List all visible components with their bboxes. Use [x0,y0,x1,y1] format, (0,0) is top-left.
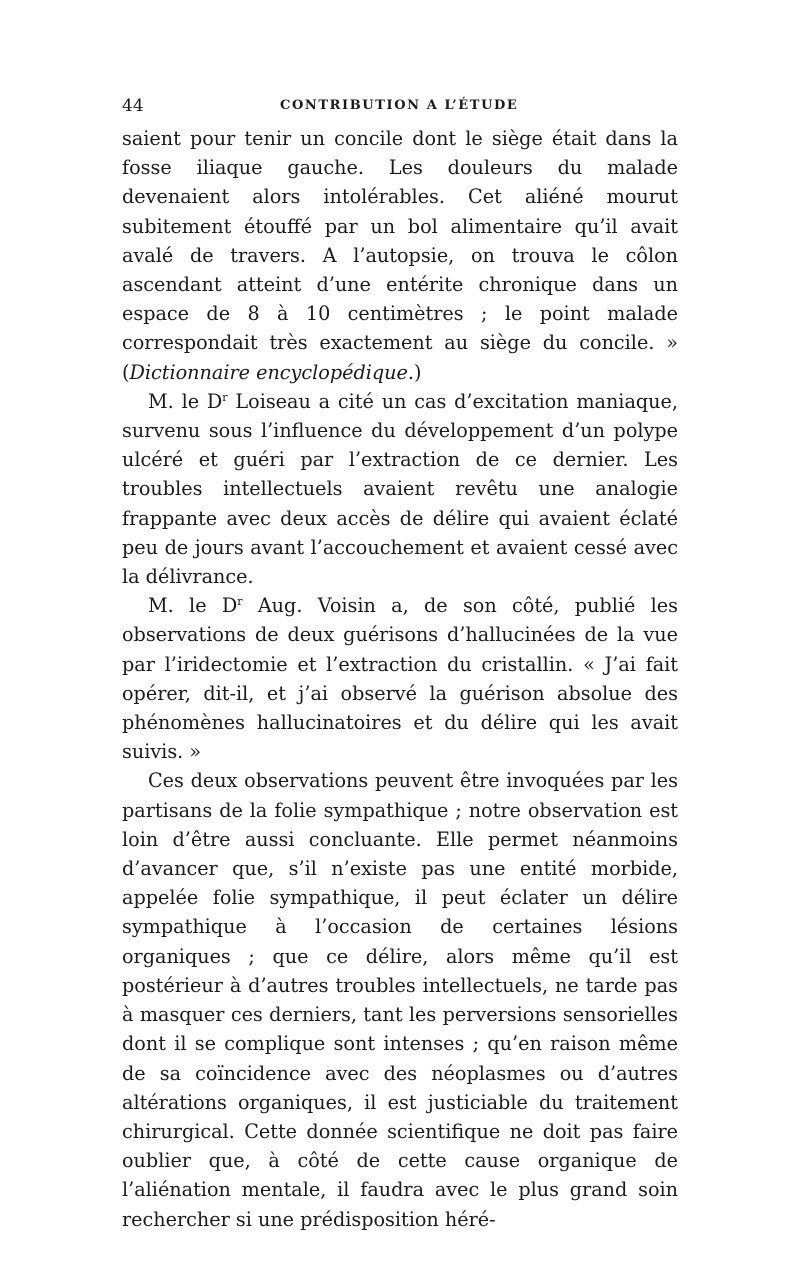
running-title: CONTRIBUTION A L’ÉTUDE [280,98,519,113]
paragraph-loiseau [122,387,678,591]
paragraph-text: Ces deux observations peuvent être invoquées par les partisans de la folie sympathique ; notre observation est loin d’être aussi concluante. Elle permet néanmoins d’avancer que, s’il n’existe pas une entité morbide, appelée folie sympathique, il peut éclater un délire sympathique à l’occasion de certaines lésions organiques ; que ce délire, alors même qu’il est postérieur à d’autres troubles intellectuels, ne tarde pas à masquer ces derniers, tant les perversions sensorielles dont il se complique sont intenses ; qu’en raison même de sa coïncidence avec des néoplasmes ou d’autres altérations organiques, il est justiciable du traitement chirurgical. Cette donnée scientifique ne doit pas faire oublier que, à côté de cette cause organique de l’aliénation mentale, il faudra avec le plus grand soin rechercher si une prédisposition héré- [122,769,678,1231]
doctor-abbrev-sup: r [222,390,228,404]
doctor-abbrev-sup: r [237,595,243,609]
paragraph-text: Aug. Voisin a, de son côté, publié les observations de deux guérisons d’hallucinées de la vue par l’iridectomie et l’extraction du cristallin. « J’ai fait opérer, dit-il, et j’ai observé la guérison absolue des phénomènes hallucinatoires et du délire qui les avait suivis. » [122,594,678,764]
paragraph-continuation [122,124,678,387]
body-text [122,124,678,1234]
doctor-abbrev: M. le D [148,594,238,618]
paragraph-text: Loiseau a cité un cas d’excitation maniaque, survenu sous l’influence du développement d’un polype ulcéré et guéri par l’extraction de ce dernier. Les troubles intellectuels avaient revêtu une analogie frappante avec deux accès de délire qui avaient éclaté peu de jours avant l’accouchement et avaient cessé avec la délivrance. [122,389,678,589]
page-number: 44 [122,96,144,116]
doctor-abbrev: M. le D [148,389,223,413]
citation-title: Dictionnaire encyclopédique. [129,360,414,384]
book-page [122,92,678,1234]
running-head [122,92,678,120]
paragraph-conclusion [122,766,678,1233]
paragraph-text: saient pour tenir un concile dont le siège était dans la fosse iliaque gauche. Les douleurs du malade devenaient alors intolérables. Cet aliéné mourut subitement étouffé par un bol alimentaire qu’il avait avalé de travers. A l’autopsie, on trouva le côlon ascendant atteint d’une entérite chronique dans un espace de 8 à 10 centimètres ; le point malade correspondait très exactement au siège du concile. » ( [122,127,678,384]
citation-close: ) [413,360,422,384]
paragraph-voisin [122,591,678,766]
